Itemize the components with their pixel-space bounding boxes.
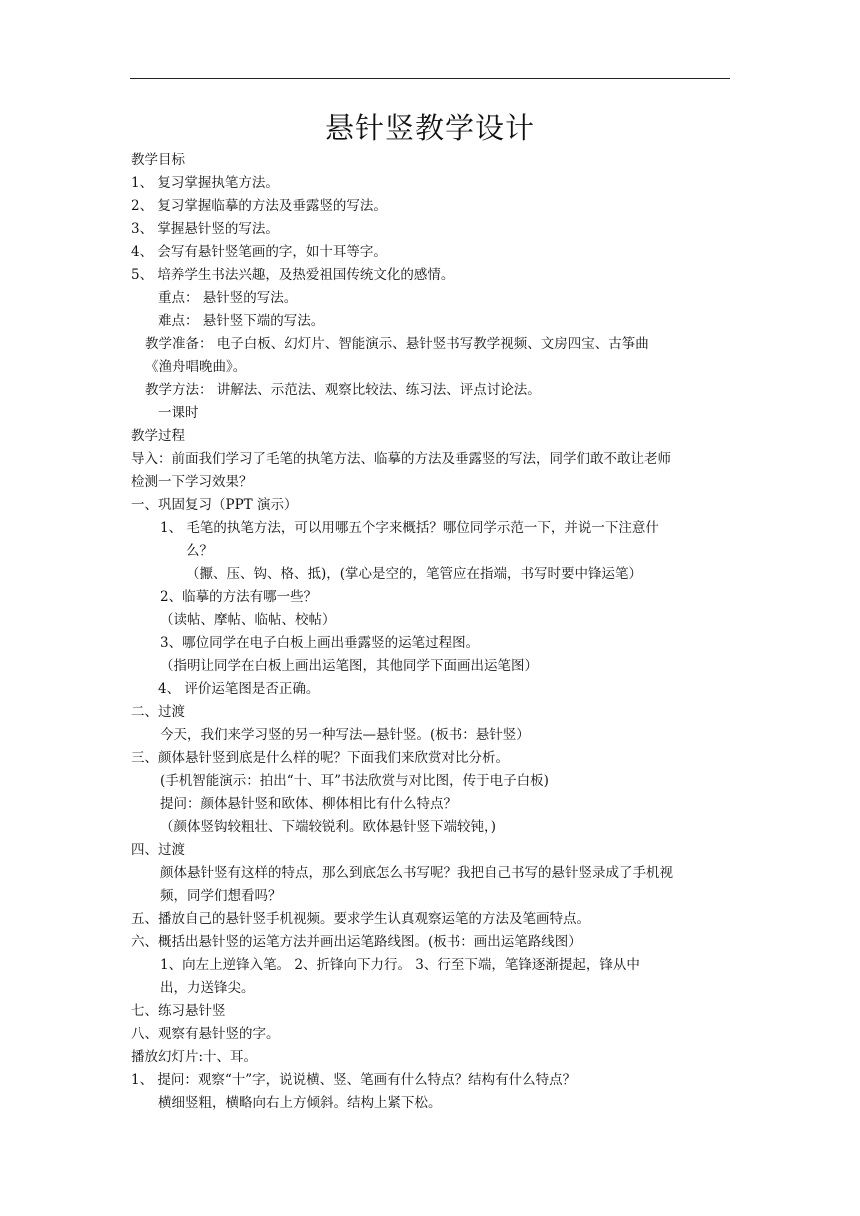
text-line: 3、 掌握悬针竖的写法。 [131,221,279,237]
text-line: 教学准备： 电子白板、幻灯片、智能演示、悬针竖书写教学视频、文房四宝、古筝曲 [145,336,649,352]
text-line: 5、 培养学生书法兴趣，及热爱祖国传统文化的感情。 [131,267,455,283]
text-line: （读帖、摩帖、临帖、校帖） [160,612,336,628]
text-line: 导入：前面我们学习了毛笔的执笔方法、临摹的方法及垂露竖的写法，同学们敢不敢让老师 [131,451,671,467]
text-line: 颜体悬针竖有这样的特点，那么到底怎么书写呢？我把自己书写的悬针竖录成了手机视 [160,865,673,881]
text-line: 三、颜体悬针竖到底是什么样的呢？下面我们来欣赏对比分析。 [131,750,509,766]
text-line: 一、巩固复习（PPT 演示） [131,497,298,513]
text-line: 五、播放自己的悬针竖手机视频。要求学生认真观察运笔的方法及笔画特点。 [131,911,590,927]
text-line: 今天，我们来学习竖的另一种写法—悬针竖。(板书：悬针竖） [160,727,530,743]
text-line: 4、 评价运笔图是否正确。 [158,681,320,697]
text-line: 1、向左上逆锋入笔。 2、折锋向下力行。 3、行至下端，笔锋逐渐提起，锋从中 [160,957,640,973]
text-line: 4、 会写有悬针竖笔画的字，如十耳等字。 [131,244,387,260]
text-line: 横细竖粗，横略向右上方倾斜。结构上紧下松。 [158,1095,442,1111]
header-rule [130,78,730,79]
text-line: 1、 复习掌握执笔方法。 [131,175,279,191]
text-line: 六、概括出悬针竖的运笔方法并画出运笔路线图。(板书：画出运笔路线图） [131,934,582,950]
text-line: 1、 提问：观察“十”字，说说横、竖、笔画有什么特点？结构有什么特点？ [131,1072,577,1088]
text-line: 教学方法： 讲解法、示范法、观察比较法、练习法、评点讨论法。 [145,382,541,398]
text-line: 提问：颜体悬针竖和欧体、柳体相比有什么特点？ [160,796,457,812]
text-line: 检测一下学习效果？ [131,474,253,490]
text-line: 教学目标 [131,152,185,168]
text-line: 二、过渡 [131,704,185,720]
text-line: 出，力送锋尖。 [160,980,255,996]
text-line: 播放幻灯片:十、耳。 [131,1049,258,1065]
text-line: 频，同学们想看吗？ [160,888,282,904]
text-line: （指明让同学在白板上画出运笔图，其他同学下面画出运笔图） [160,658,538,674]
text-line: 2、 复习掌握临摹的方法及垂露竖的写法。 [131,198,387,214]
document-title: 悬针竖教学设计 [324,111,535,145]
text-line: 《渔舟唱晚曲》。 [145,359,247,375]
text-line: 重点： 悬针竖的写法。 [158,290,298,306]
text-line: 一课时 [158,405,199,421]
text-line: 四、过渡 [131,842,185,858]
text-line: 2、临摹的方法有哪一些？ [160,589,318,605]
text-line: 难点： 悬针竖下端的写法。 [158,313,325,329]
text-line: （颜体竖钩较粗壮、下端较锐利。欧体悬针竖下端较钝，) [160,819,497,835]
text-line: 么？ [186,543,213,559]
text-line: (手机智能演示：拍出“十、耳”书法欣赏与对比图，传于电子白板) [160,773,549,789]
text-line: 1、 毛笔的执笔方法，可以用哪五个字来概括？哪位同学示范一下，并说一下注意什 [160,520,659,536]
text-line: 教学过程 [131,428,185,444]
text-line: 七、练习悬针竖 [131,1003,226,1019]
text-line: 八、观察有悬针竖的字。 [131,1026,280,1042]
text-line: 3、哪位同学在电子白板上画出垂露竖的运笔过程图。 [160,635,480,651]
text-line: （擫、压、钩、格、抵)，(掌心是空的，笔管应在指端，书写时要中锋运笔） [186,566,643,582]
